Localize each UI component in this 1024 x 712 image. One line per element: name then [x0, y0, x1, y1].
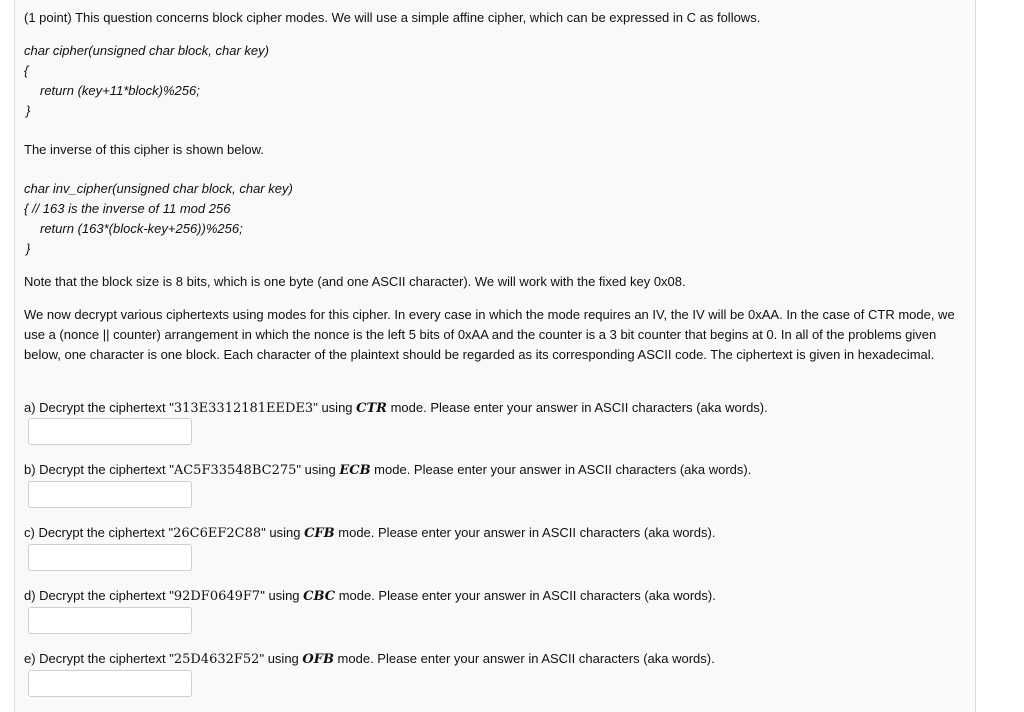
ciphertext-b: AC5F33548BC275 — [173, 463, 297, 478]
inverse-body: return (163*(block-key+256))%256; — [40, 221, 243, 236]
answer-input-a[interactable] — [28, 418, 192, 445]
inverse-close-brace: } — [26, 241, 31, 256]
question-a: a) Decrypt the ciphertext "313E3312181EEDE3" using CTR mode. Please enter your answer in ASCII characters (aka words). — [24, 400, 768, 416]
answer-input-c[interactable] — [28, 544, 192, 571]
ciphertext-a: 313E3312181EEDE3 — [173, 401, 314, 416]
cipher-close-brace: } — [26, 103, 31, 118]
question-e: e) Decrypt the ciphertext "25D4632F52" using OFB mode. Please enter your answer in ASCII characters (aka words). — [24, 651, 715, 667]
answer-input-b[interactable] — [28, 481, 192, 508]
note-text: Note that the block size is 8 bits, which is one byte (and one ASCII character). We will work with the fixed key 0x08. — [24, 274, 686, 289]
question-panel — [14, 0, 976, 712]
inverse-comment-line: { // 163 is the inverse of 11 mod 256 — [24, 201, 231, 216]
cipher-body: return (key+11*block)%256; — [40, 83, 200, 98]
ciphertext-e: 25D4632F52 — [173, 652, 260, 667]
question-c: c) Decrypt the ciphertext "26C6EF2C88" using CFB mode. Please enter your answer in ASCII characters (aka words). — [24, 525, 716, 541]
ciphertext-c: 26C6EF2C88 — [173, 526, 262, 541]
inverse-signature: char inv_cipher(unsigned char block, char key) — [24, 181, 293, 196]
ciphertext-d: 92DF0649F7 — [173, 589, 261, 604]
question-d: d) Decrypt the ciphertext "92DF0649F7" using CBC mode. Please enter your answer in ASCII characters (aka words). — [24, 588, 716, 604]
mode-a: CTR — [356, 401, 387, 416]
cipher-signature: char cipher(unsigned char block, char key) — [24, 43, 269, 58]
intro-text: (1 point) This question concerns block cipher modes. We will use a simple affine cipher, which can be expressed in C as follows. — [24, 10, 761, 25]
question-b: b) Decrypt the ciphertext "AC5F33548BC275" using ECB mode. Please enter your answer in ASCII characters (aka words). — [24, 462, 752, 478]
inverse-intro: The inverse of this cipher is shown below. — [24, 142, 264, 157]
answer-input-d[interactable] — [28, 607, 192, 634]
mode-b: ECB — [339, 463, 371, 478]
mode-c: CFB — [304, 526, 335, 541]
description-text: We now decrypt various ciphertexts using modes for this cipher. In every case in which the mode requires an IV, the IV will be 0xAA. In the case of CTR mode, we use a (nonce || counter) arrangement in which the nonce is the left 5 bits of 0xAA and the counter is a 3 bit counter that begins at 0. In all of the problems given below, one character is one block. Each character of the plaintext should be regarded as its corresponding ASCII code. The ciphertext is given in hexadecimal. — [24, 307, 955, 362]
cipher-open-brace: { — [24, 63, 29, 78]
mode-d: CBC — [303, 589, 336, 604]
answer-input-e[interactable] — [28, 670, 192, 697]
mode-e: OFB — [302, 652, 334, 667]
